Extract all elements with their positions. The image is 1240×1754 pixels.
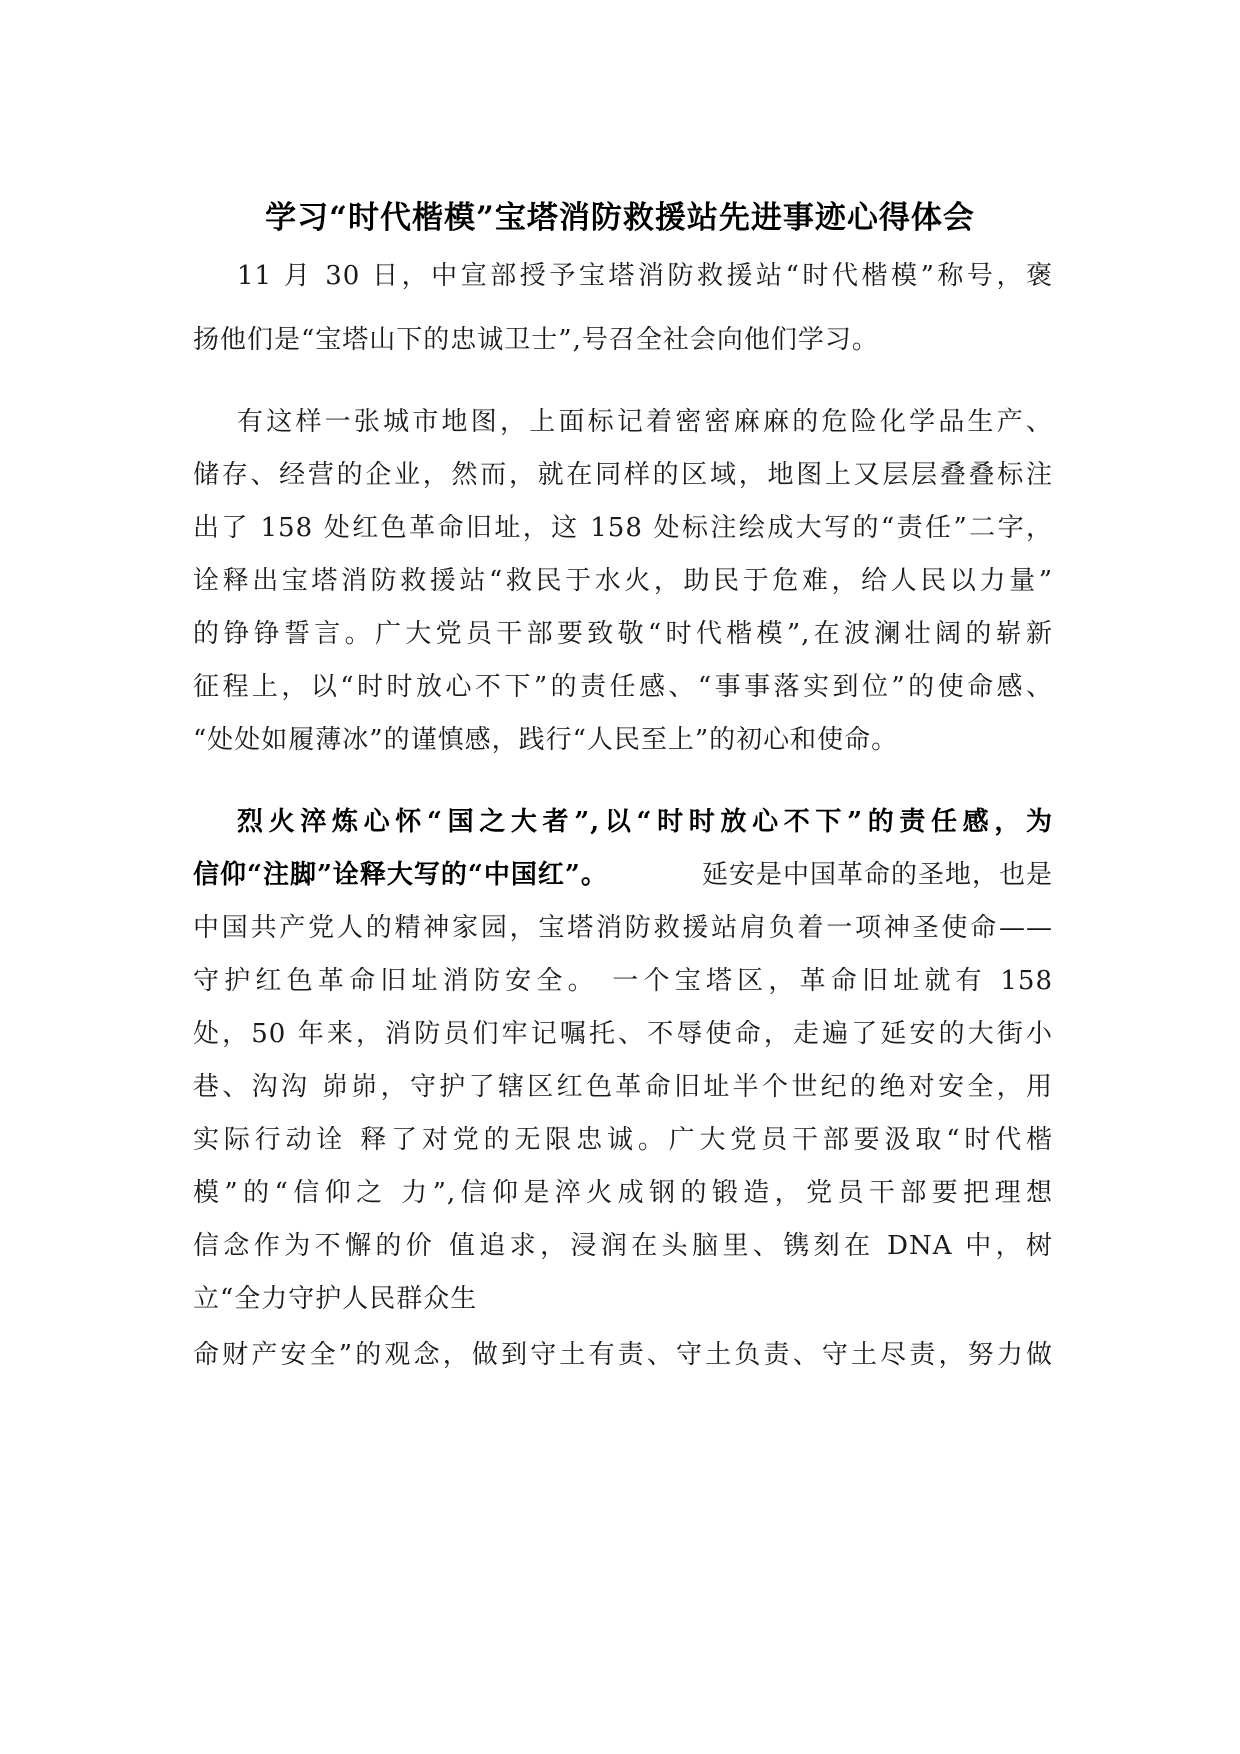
paragraph-2-line-4: 诠释出宝塔消防救援站“救民于水火，助民于危难，给人民以力量” — [193, 566, 1053, 596]
paragraph-3-line-2-rest: 延安是中国革命的圣地，也是 — [701, 860, 1053, 890]
document-title: 学习“时代楷模”宝塔消防救援站先进事迹心得体会 — [265, 200, 975, 236]
paragraph-3-line-4: 守护红色革命旧址消防安全。 一个宝塔区，革命旧址就有 158 — [193, 966, 1053, 996]
paragraph-1-line-1: 11 月 30 日，中宣部授予宝塔消防救援站“时代楷模”称号，褒 — [237, 261, 1053, 291]
paragraph-3-line-6: 巷、沟沟 峁峁，守护了辖区红色革命旧址半个世纪的绝对安全，用 — [193, 1072, 1053, 1102]
paragraph-3-bold-lead: 信仰“注脚”诠释大写的“中国红”。 — [193, 860, 608, 890]
paragraph-2-line-6: 征程上，以“时时放心不下”的责任感、“事事落实到位”的使命感、 — [193, 672, 1053, 702]
paragraph-3-line-11: 命财产安全”的观念，做到守土有责、守土负责、守土尽责，努力做 — [193, 1340, 1053, 1370]
paragraph-3-bold-line-1: 烈火淬炼心怀“国之大者”,以“时时放心不下”的责任感，为 — [237, 807, 1053, 837]
paragraph-3-line-9: 信念作为不懈的价 值追求，浸润在头脑里、镌刻在 DNA 中，树 — [193, 1231, 1053, 1261]
paragraph-2-line-5: 的铮铮誓言。广大党员干部要致敬“时代楷模”,在波澜壮阔的崭新 — [193, 619, 1053, 649]
paragraph-1-line-2: 扬他们是“宝塔山下的忠诚卫士”,号召全社会向他们学习。 — [193, 325, 879, 355]
paragraph-3-line-8: 模”的“信仰之 力”,信仰是淬火成钢的锻造，党员干部要把理想 — [193, 1178, 1053, 1208]
paragraph-3-line-3: 中国共产党人的精神家园，宝塔消防救援站肩负着一项神圣使命—— — [193, 913, 1053, 943]
paragraph-2-line-3: 出了 158 处红色革命旧址，这 158 处标注绘成大写的“责任”二字， — [193, 513, 1053, 543]
paragraph-2-line-1: 有这样一张城市地图，上面标记着密密麻麻的危险化学品生产、 — [237, 407, 1053, 437]
paragraph-2-line-2: 储存、经营的企业，然而，就在同样的区域，地图上又层层叠叠标注 — [193, 460, 1053, 490]
paragraph-3-line-7: 实际行动诠 释了对党的无限忠诚。广大党员干部要汲取“时代楷 — [193, 1125, 1053, 1155]
paragraph-3-line-5: 处，50 年来，消防员们牢记嘱托、不辱使命，走遍了延安的大街小 — [193, 1019, 1053, 1049]
paragraph-3-line-10: 立“全力守护人民群众生 — [193, 1284, 478, 1314]
paragraph-2-line-7: “处处如履薄冰”的谨慎感，践行“人民至上”的初心和使命。 — [193, 725, 899, 755]
paragraph-3-line-2 — [193, 857, 1053, 893]
